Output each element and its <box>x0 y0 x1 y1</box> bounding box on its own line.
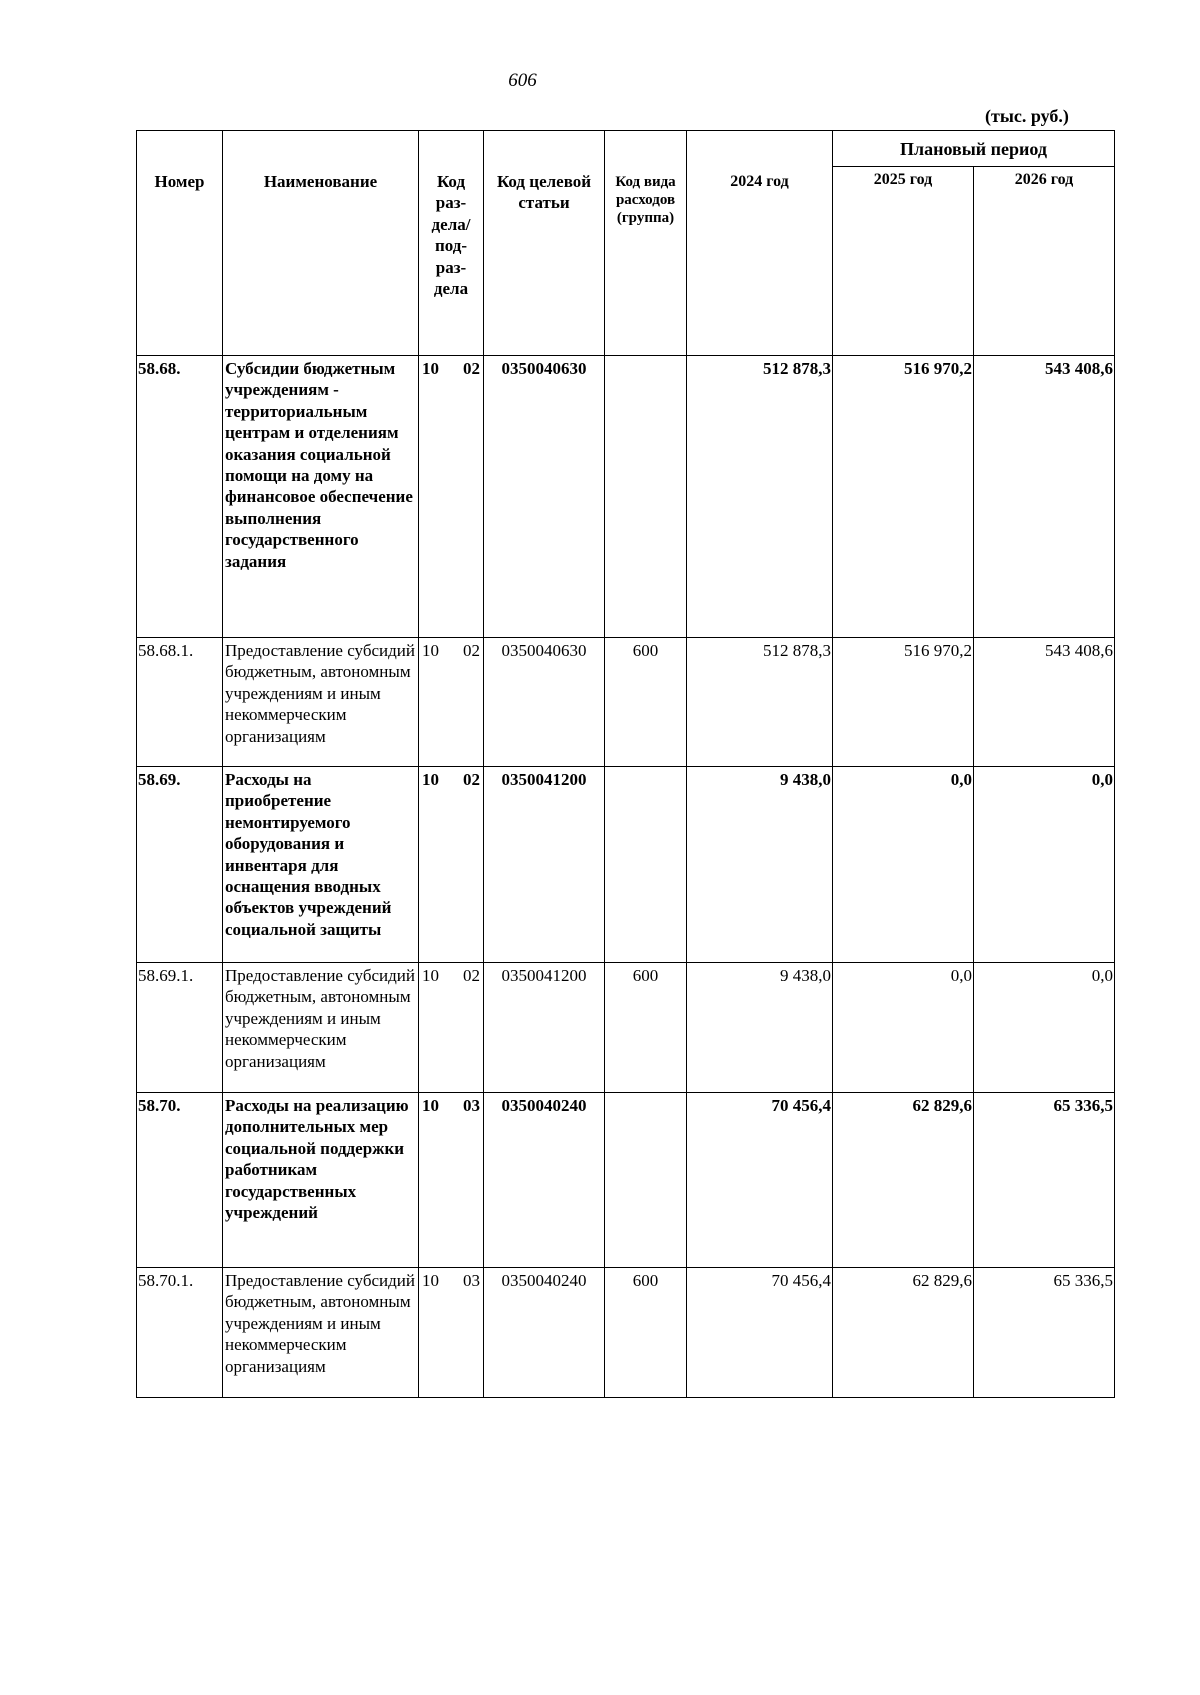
row-2024: 70 456,4 <box>687 1093 833 1268</box>
page-number: 606 <box>508 70 537 91</box>
row-2025: 516 970,2 <box>833 638 974 767</box>
row-2026: 0,0 <box>974 963 1115 1093</box>
row-2024: 9 438,0 <box>687 963 833 1093</box>
header-expense-type-code: Код вида расходов (группа) <box>605 131 687 356</box>
row-target-code: 0350040630 <box>484 638 605 767</box>
subsection: 03 <box>463 1271 480 1290</box>
section: 10 <box>422 641 439 660</box>
row-expense-type <box>605 1093 687 1268</box>
row-section-code <box>419 638 484 767</box>
row-section-code <box>419 1093 484 1268</box>
row-section-code <box>419 963 484 1093</box>
row-2025: 62 829,6 <box>833 1093 974 1268</box>
row-2026: 65 336,5 <box>974 1268 1115 1398</box>
subsection: 02 <box>463 770 480 789</box>
section: 10 <box>422 359 439 378</box>
row-expense-type: 600 <box>605 963 687 1093</box>
table-row <box>137 1093 1115 1268</box>
row-expense-type <box>605 356 687 638</box>
header-number: Номер <box>137 131 223 356</box>
subsection: 02 <box>463 641 480 660</box>
section: 10 <box>422 770 439 789</box>
table-row <box>137 1268 1115 1398</box>
row-name: Субсидии бюджетным учреждениям - территориальным центрам и отделениям оказания социальной помощи на дому на финансовое обеспечение выполнения государственного задания <box>223 356 419 638</box>
row-expense-type: 600 <box>605 638 687 767</box>
header-target-code: Код целевой статьи <box>484 131 605 356</box>
row-expense-type: 600 <box>605 1268 687 1398</box>
row-2026: 543 408,6 <box>974 356 1115 638</box>
row-section-code <box>419 356 484 638</box>
row-number: 58.70.1. <box>137 1268 223 1398</box>
header-section-code: Код раз-дела/ под-раз-дела <box>419 131 484 356</box>
row-2024: 512 878,3 <box>687 638 833 767</box>
row-name: Расходы на реализацию дополнительных мер социальной поддержки работникам государственных учреждений <box>223 1093 419 1268</box>
row-number: 58.68. <box>137 356 223 638</box>
row-number: 58.69.1. <box>137 963 223 1093</box>
subsection: 02 <box>463 966 480 985</box>
row-name: Предоставление субсидий бюджетным, автономным учреждениям и иным некоммерческим организациям <box>223 638 419 767</box>
row-2025: 62 829,6 <box>833 1268 974 1398</box>
row-target-code: 0350040240 <box>484 1268 605 1398</box>
header-year-2026: 2026 год <box>974 167 1115 356</box>
row-section-code <box>419 767 484 963</box>
row-section-code <box>419 1268 484 1398</box>
row-2024: 512 878,3 <box>687 356 833 638</box>
table-row <box>137 638 1115 767</box>
row-target-code: 0350040240 <box>484 1093 605 1268</box>
row-2025: 0,0 <box>833 963 974 1093</box>
row-target-code: 0350041200 <box>484 963 605 1093</box>
row-2026: 543 408,6 <box>974 638 1115 767</box>
row-2025: 0,0 <box>833 767 974 963</box>
table-row <box>137 767 1115 963</box>
subsection: 02 <box>463 359 480 378</box>
row-number: 58.70. <box>137 1093 223 1268</box>
section: 10 <box>422 966 439 985</box>
row-2026: 0,0 <box>974 767 1115 963</box>
row-2025: 516 970,2 <box>833 356 974 638</box>
row-expense-type <box>605 767 687 963</box>
table-row <box>137 963 1115 1093</box>
row-number: 58.68.1. <box>137 638 223 767</box>
row-2024: 70 456,4 <box>687 1268 833 1398</box>
row-name: Расходы на приобретение немонтируемого оборудования и инвентаря для оснащения вводных объектов учреждений социальной защиты <box>223 767 419 963</box>
row-number: 58.69. <box>137 767 223 963</box>
header-planned-period: Плановый период <box>833 131 1115 167</box>
section: 10 <box>422 1096 439 1115</box>
row-target-code: 0350041200 <box>484 767 605 963</box>
units-label: (тыс. руб.) <box>985 106 1069 126</box>
row-name: Предоставление субсидий бюджетным, автономным учреждениям и иным некоммерческим организациям <box>223 963 419 1093</box>
table-row <box>137 356 1115 638</box>
header-name: Наименование <box>223 131 419 356</box>
section: 10 <box>422 1271 439 1290</box>
subsection: 03 <box>463 1096 480 1115</box>
budget-table <box>136 130 1115 1398</box>
row-target-code: 0350040630 <box>484 356 605 638</box>
row-2024: 9 438,0 <box>687 767 833 963</box>
row-name: Предоставление субсидий бюджетным, автономным учреждениям и иным некоммерческим организациям <box>223 1268 419 1398</box>
row-2026: 65 336,5 <box>974 1093 1115 1268</box>
header-year-2025: 2025 год <box>833 167 974 356</box>
header-year-2024: 2024 год <box>687 131 833 356</box>
